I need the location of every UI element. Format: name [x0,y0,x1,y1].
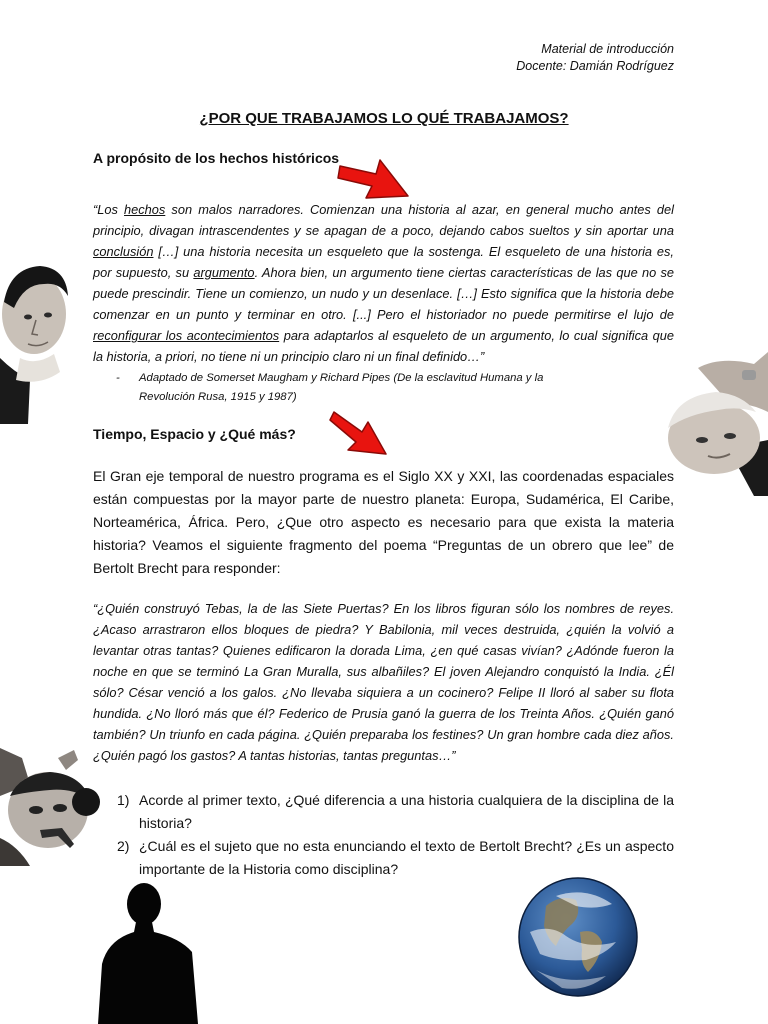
underlined-term: hechos [124,202,166,217]
question-text: ¿Cuál es el sujeto que no esta enunciando el texto de Bertolt Brecht? ¿Es un aspecto importante de la Historia como disciplina? [139,838,674,877]
man-portrait-with-pipe [0,748,104,866]
question-list [93,789,674,881]
question-number: 2) [117,838,130,854]
underlined-term: conclusión [93,244,154,259]
underlined-term: reconfigurar los acontecimientos [93,328,280,343]
red-arrow-icon [328,404,392,460]
section-heading-hechos: A propósito de los hechos históricos [93,150,340,166]
quote-hechos: “Los hechos son malos narradores. Comienzan una historia al azar, en general mucho antes del principio, divagan intrascendentes y se apagan de a poco, dejando cabos sueltos y sin aportar una conclusión […] una historia necesita un esqueleto que la sostenga. El esqueleto de una historia es, por supuesto, su argumento. Ahora bien, un argumento tiene ciertas características de las que no se puede prescindir. Tiene un comienzo, un nudo y un desenlace. […] Esto significa que la historia debe comenzar en un punto y terminar en otro. [...] Pero el historiador no puede permitirse el lujo de reconfigurar los acontecimientos para adaptarlos al esqueleto de un argumento, lo cual significa que la historia, a priori, no tiene ni un principio claro ni un final definido…” [93,202,675,364]
header-line-teacher: Docente: Damián Rodríguez [516,59,674,73]
quote-brecht-poem: “¿Quién construyó Tebas, la de las Siete Puertas? En los libros figuran sólo los nombres de reyes. ¿Acaso arrastraron ellos bloques de piedra? Y Babilonia, mil veces destruida, ¿quién la volvió a levantar otras tantas? Quienes edificaron la dorada Lima, ¿en qué casas vivían? ¿Adónde fueron la noche en que se terminó La Gran Muralla, sus albañiles? El joven Alejandro conquistó la India. ¿Él sólo? César venció a los galos. ¿No llevaba siquiera a un cocinero? Felipe II lloró al saber su flota hundida. ¿No lloró más que él? Federico de Prusia ganó la guerra de los Treinta Años. ¿Quién ganó también? Un triunfo en cada página. ¿Quién preparaba los festines? Un gran hombre cada diez años. ¿Quién pagó los gastos? A tantas historias, tantas preguntas…” [93,601,674,763]
question-item [93,835,674,881]
red-arrow-icon [336,152,412,202]
header-line-course: Material de introducción [541,42,674,56]
page-title: ¿POR QUE TRABAJAMOS LO QUÉ TRABAJAMOS? [199,110,569,127]
source-line: Revolución Rusa, 1915 y 1987) [139,391,297,403]
question-number: 1) [117,792,130,808]
historian-portrait [0,262,72,424]
earth-globe-icon [516,876,640,998]
underlined-term: argumento [193,265,255,280]
paragraph-eje-temporal: El Gran eje temporal de nuestro programa es el Siglo XX y XXI, las coordenadas espaciales están compuestas por la mayor parte de nuestro planeta: Europa, Sudamérica, El Caribe, Norteamérica, África. Pero, ¿Que otro aspecto es necesario para que exista la materia historia? Veamos el siguiente fragmento del poema “Preguntas de un obrero que lee” de Bertolt Brecht para responder: [93,468,674,576]
man-portrait-hand-on-head [658,352,768,496]
question-text: Acorde al primer texto, ¿Qué diferencia a una historia cualquiera de la disciplina de la historia? [139,792,674,831]
section-heading-tiempo: Tiempo, Espacio y ¿Qué más? [93,426,296,442]
person-silhouette [98,882,198,1024]
question-item [93,789,674,835]
header-block [516,41,674,75]
source-line: Adaptado de Somerset Maugham y Richard Pipes (De la esclavitud Humana y la [139,372,544,384]
source-dash: - [116,372,120,384]
